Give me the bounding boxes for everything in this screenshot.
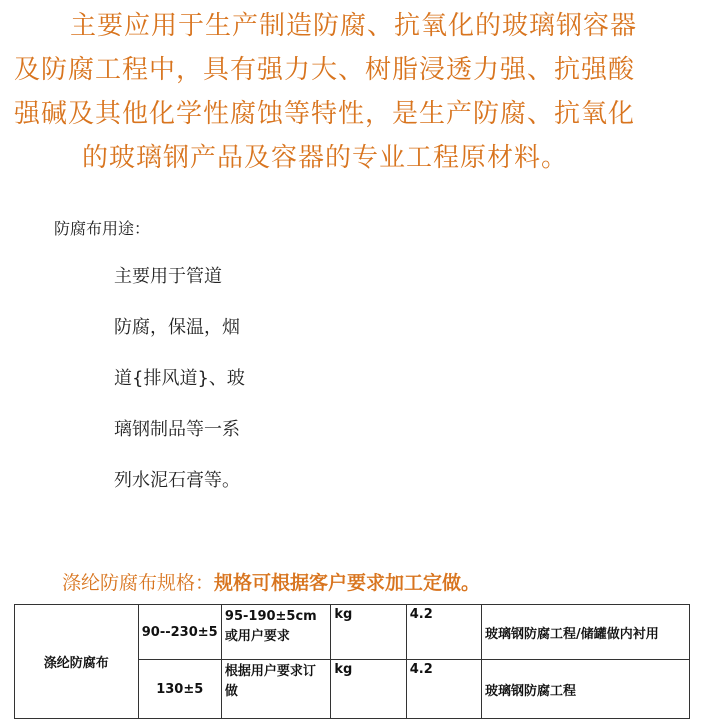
width-cell: 130±5 [138,660,221,719]
intro-line-2: 及防腐工程中，具有强力大、树脂浸透力强、抗强酸 [14,55,636,85]
product-name-cell: 涤纶防腐布 [15,605,139,719]
spec-heading-note: 规格可根据客户要求加工定做。 [214,572,481,594]
table-row [15,605,690,660]
length-cell: 根据用户要求订做 [221,660,330,719]
width-cell: 90--230±5 [138,605,221,660]
spec-table [14,604,690,719]
unit-cell: kg [331,605,406,660]
length-cell: 95-190±5cm或用户要求 [221,605,330,660]
usage-line: 列水泥石膏等。 [114,470,240,491]
intro-paragraph [14,4,698,180]
intro-line-3: 强碱及其他化学性腐蚀等特性，是生产防腐、抗氧化 [14,99,636,129]
usage-line: 防腐，保温，烟 [114,317,240,338]
usage-list [114,262,245,517]
usage-title: 防腐布用途： [54,219,151,238]
usage-line: 主要用于管道 [114,266,222,287]
spec-heading-prefix: 涤纶防腐布规格： [62,572,215,594]
spec-heading [62,568,480,595]
use-cell: 玻璃钢防腐工程/储罐做内衬用 [482,605,690,660]
price-cell: 4.2 [406,605,481,660]
intro-line-1: 主要应用于生产制造防腐、抗氧化的玻璃钢容器 [70,11,638,41]
usage-line: 道{排风道}、玻 [114,368,245,389]
usage-line: 璃钢制品等一系 [114,419,240,440]
price-cell: 4.2 [406,660,481,719]
unit-cell: kg [331,660,406,719]
use-cell: 玻璃钢防腐工程 [482,660,690,719]
intro-line-4: 的玻璃钢产品及容器的专业工程原材料。 [82,143,569,173]
